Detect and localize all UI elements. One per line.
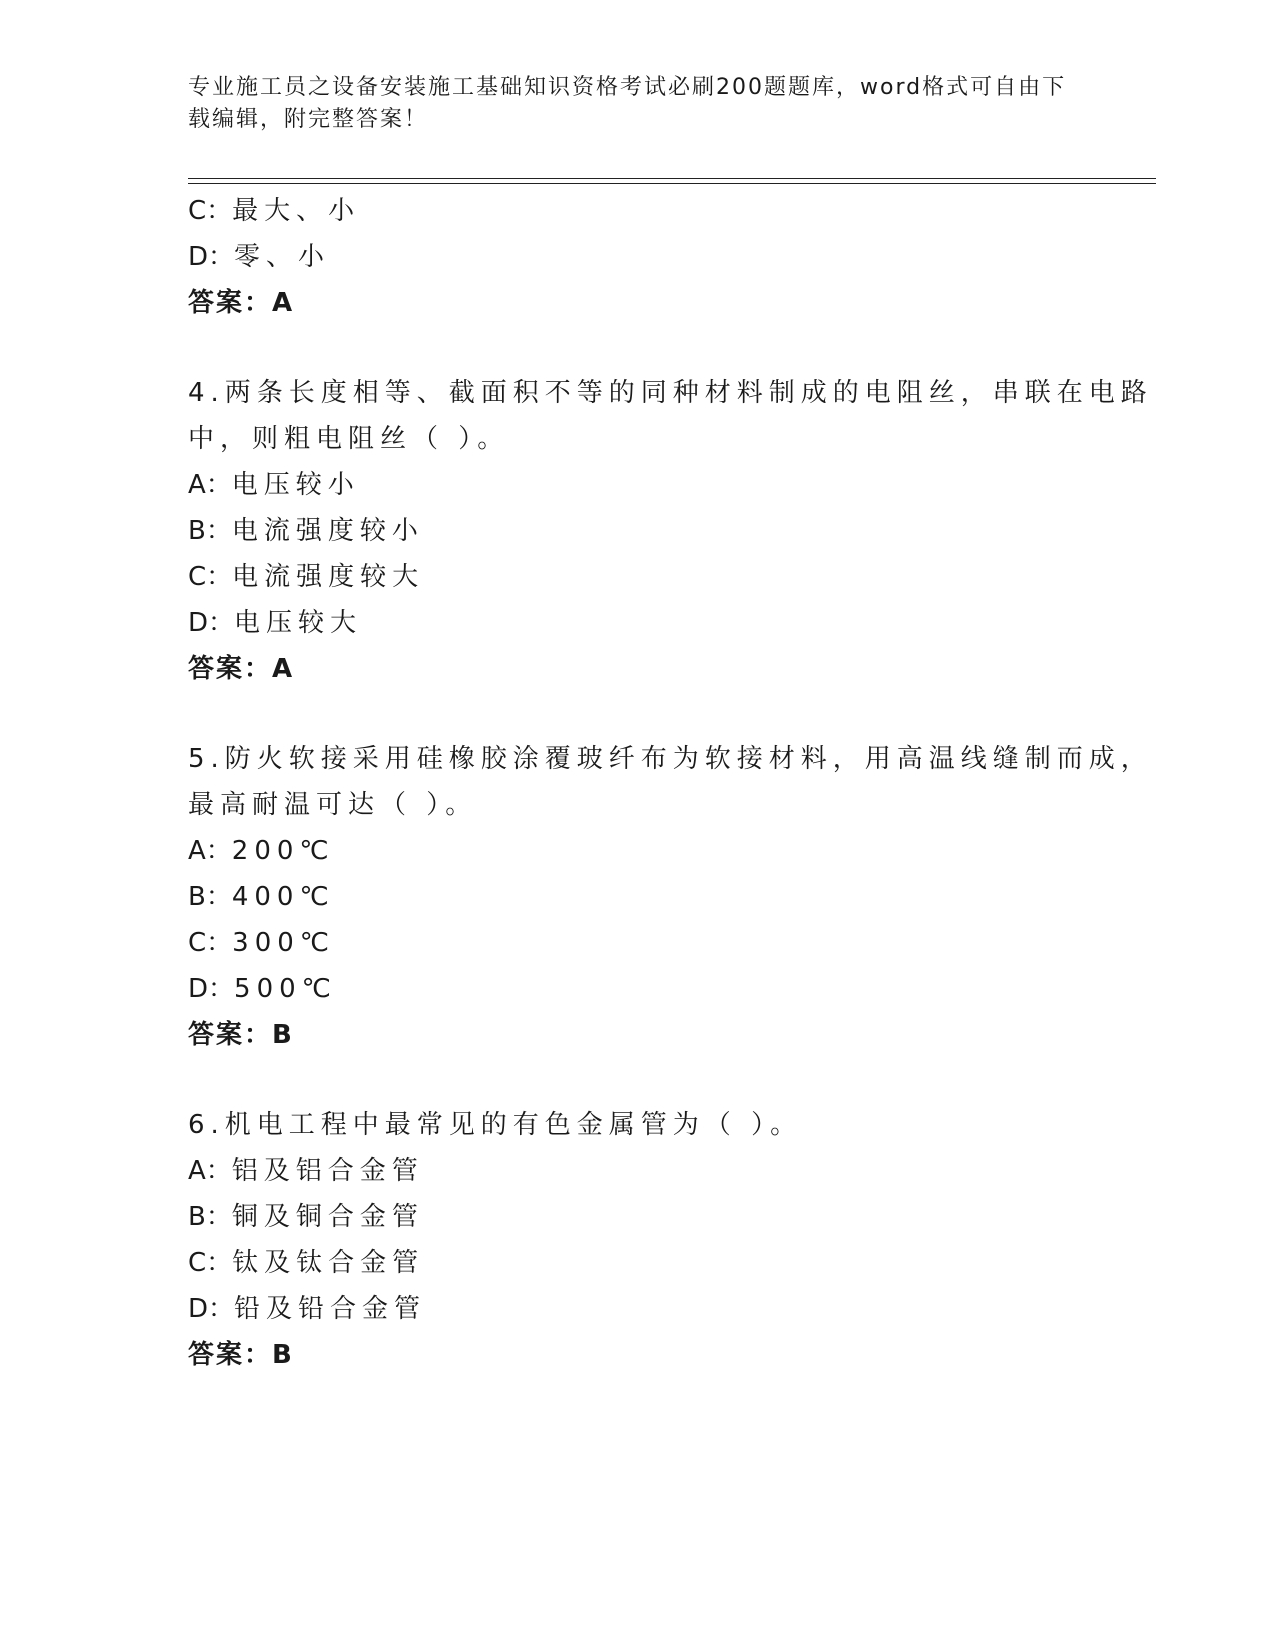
option-label: B： bbox=[188, 1202, 232, 1232]
option-text: 500℃ bbox=[234, 974, 337, 1004]
answer: 答案：A bbox=[188, 288, 295, 318]
option-label: A： bbox=[188, 470, 232, 500]
option-b bbox=[188, 874, 1088, 920]
question-text-line: 5.防火软接采用硅橡胶涂覆玻纤布为软接材料，用高温线缝制而成， bbox=[188, 744, 1153, 774]
option-a bbox=[188, 1148, 1088, 1194]
option-text: 电压较大 bbox=[234, 608, 363, 638]
option-d bbox=[188, 600, 1088, 646]
option-text: 零、小 bbox=[234, 242, 331, 272]
question-text-line: 6.机电工程中最常见的有色金属管为（ ）。 bbox=[188, 1110, 803, 1140]
option-label: B： bbox=[188, 516, 232, 546]
option-c bbox=[188, 920, 1088, 966]
option-text: 400℃ bbox=[231, 882, 335, 912]
question-list bbox=[188, 188, 1153, 1378]
option-label: B： bbox=[188, 882, 232, 912]
option-label: A： bbox=[188, 836, 232, 866]
option-label: A： bbox=[188, 1156, 232, 1186]
option-text: 200℃ bbox=[231, 836, 335, 866]
option-c bbox=[188, 1240, 1088, 1286]
question-text-line: 最高耐温可达（ ）。 bbox=[188, 790, 478, 820]
option-b bbox=[188, 1194, 1088, 1240]
answer: 答案：A bbox=[188, 654, 295, 684]
option-label: D： bbox=[188, 1294, 235, 1324]
header-divider-bottom bbox=[188, 183, 1156, 184]
option-label: C： bbox=[188, 196, 233, 226]
option-label: C： bbox=[188, 562, 233, 592]
option-text: 铝及铝合金管 bbox=[231, 1156, 424, 1186]
option-d bbox=[188, 1286, 1088, 1332]
option-c bbox=[188, 188, 1088, 234]
option-text: 铅及铅合金管 bbox=[234, 1294, 427, 1324]
option-label: C： bbox=[188, 1248, 233, 1278]
option-text: 电流强度较小 bbox=[231, 516, 424, 546]
option-a bbox=[188, 828, 1088, 874]
option-label: D： bbox=[188, 608, 235, 638]
option-label: C： bbox=[188, 928, 233, 958]
option-text: 300℃ bbox=[232, 928, 335, 958]
option-text: 电流强度较大 bbox=[232, 562, 425, 592]
option-label: D： bbox=[188, 974, 235, 1004]
option-text: 电压较小 bbox=[231, 470, 360, 500]
option-text: 钛及钛合金管 bbox=[232, 1248, 425, 1278]
header-divider-top bbox=[188, 178, 1156, 179]
option-text: 最大、小 bbox=[232, 196, 361, 226]
question-4 bbox=[188, 370, 1153, 692]
question-3-tail bbox=[188, 188, 1088, 326]
document-header: 专业施工员之设备安装施工基础知识资格考试必刷200题题库，word格式可自由下载编辑，附完整答案！ bbox=[188, 75, 1067, 132]
question-text-line: 4.两条长度相等、截面积不等的同种材料制成的电阻丝，串联在电路 bbox=[188, 378, 1153, 408]
answer: 答案：B bbox=[188, 1340, 294, 1370]
question-text-line: 中，则粗电阻丝（ ）。 bbox=[188, 424, 510, 454]
question-6 bbox=[188, 1102, 1088, 1378]
option-label: D： bbox=[188, 242, 235, 272]
question-5 bbox=[188, 736, 1153, 1058]
option-c bbox=[188, 554, 1088, 600]
option-d bbox=[188, 966, 1088, 1012]
answer: 答案：B bbox=[188, 1020, 294, 1050]
option-d bbox=[188, 234, 1088, 280]
option-a bbox=[188, 462, 1088, 508]
option-b bbox=[188, 508, 1088, 554]
option-text: 铜及铜合金管 bbox=[231, 1202, 424, 1232]
